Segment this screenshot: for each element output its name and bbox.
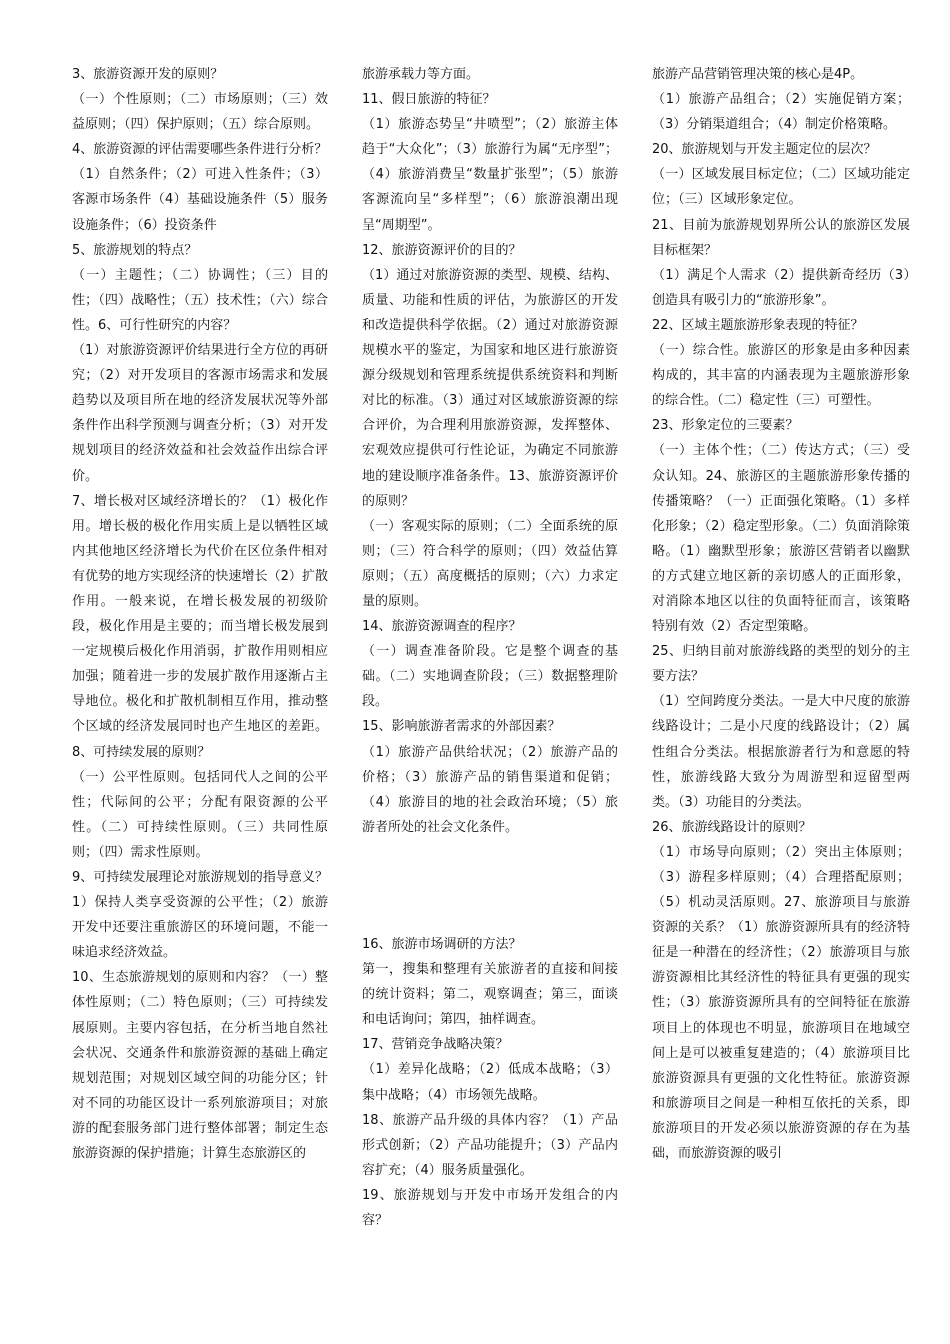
paragraph: 23、形象定位的三要素？ (652, 418, 799, 434)
paragraph: 18、旅游产品升级的具体内容？（1）产品形式创新；（2）产品功能提升；（3）产品内容扩充；（4）服务质量强化。 (362, 1112, 618, 1178)
paragraph: （1）空间跨度分类法。一是大中尺度的旅游线路设计；二是小尺度的线路设计；（2）属性组合分类法。根据旅游者行为和意愿的特性，旅游线路大致分为周游型和逗留型两类。（3）功能目的分类法。 (652, 694, 910, 810)
paragraph: （1）市场导向原则；（2）突出主体原则；（3）游程多样原则；（4）合理搭配原则；（5）机动灵活原则。27、旅游项目与旅游资源的关系？（1）旅游资源所具有的经济特征是一种潜在的经济性；（2）旅游项目与旅游资源相比其经济性的特征具有更强的现实性；（3）旅游资源所具有的空间特征在旅游项目上的体现也不明显，旅游项目在地域空间上是可以被重复建造的；（4）旅游项目比旅游资源具有更强的文化性特征。旅游资源和旅游项目之间是一种相互依托的关系，即旅游项目的开发必须以旅游资源的存在为基础，而旅游资源的吸引 (652, 844, 910, 1162)
paragraph: 17、营销竞争战略决策？ (362, 1037, 509, 1053)
paragraph: 11、假日旅游的特征？ (362, 92, 496, 108)
paragraph: 3、旅游资源开发的原则？ (72, 67, 224, 82)
paragraph: （一）综合性。旅游区的形象是由多种因素构成的，其丰富的内涵表现为主题旅游形象的综合性。（二）稳定性（三）可塑性。 (652, 343, 910, 409)
paragraph: 12、旅游资源评价的目的？ (362, 242, 522, 258)
paragraph: 21、目前为旅游规划界所公认的旅游区发展目标框架？ (652, 217, 910, 258)
text-column-right (652, 62, 910, 1166)
paragraph: 7、增长极对区域经济增长的？（1）极化作用。增长极的极化作用实质上是以牺牲区域内其他地区经济增长为代价在区位条件相对有优势的地方实现经济的快速增长（2）扩散作用。一般来说，在增长极发展的初级阶段，极化作用是主要的；而当增长极发展到一定规模后极化作用消弱，扩散作用则相应加强；随着进一步的发展扩散作用逐渐占主导地位。极化和扩散机制相互作用，推动整个区域的经济发展同时也产生地区的差距。8、可持续发展的原则？ (72, 493, 328, 760)
paragraph: （一）主体个性；（二）传达方式；（三）受众认知。24、旅游区的主题旅游形象传播的传播策略？（一）正面强化策略。（1）多样化形象；（2）稳定型形象。（二）负面消除策略。（1）幽默型形象；旅游区营销者以幽默的方式建立地区新的亲切感人的正面形象，对消除本地区以往的负面特征而言，该策略特别有效（2）否定型策略。 (652, 443, 910, 635)
paragraph: （1）差异化战略；（2）低成本战略；（3）集中战略；（4）市场领先战略。 (362, 1062, 618, 1103)
paragraph: （1）自然条件；（2）可进入性条件；（3）客源市场条件（4）基础设施条件（5）服务设施条件；（6）投资条件 (72, 167, 328, 233)
paragraph: （1）对旅游资源评价结果进行全方位的再研究；（2）对开发项目的客源市场需求和发展趋势以及项目所在地的经济发展状况等外部条件作出科学预测与调查分析；（3）对开发规划项目的经济效益和社会效益作出综合评价。 (72, 343, 328, 484)
paragraph: （一）客观实际的原则；（二）全面系统的原则；（三）符合科学的原则；（四）效益估算原则；（五）高度概括的原则；（六）力求定量的原则。 (362, 518, 618, 609)
paragraph: （一）公平性原则。包括同代人之间的公平性；代际间的公平；分配有限资源的公平性。（二）可持续性原则。（三）共同性原则；（四）需求性原则。 (72, 769, 328, 860)
paragraph: （一）区域发展目标定位；（二）区域功能定位；（三）区域形象定位。 (652, 167, 910, 208)
paragraph: 15、影响旅游者需求的外部因素？ (362, 719, 561, 735)
paragraph: （1）旅游产品组合；（2）实施促销方案；（3）分销渠道组合；（4）制定价格策略。 (652, 92, 910, 133)
paragraph: 16、旅游市场调研的方法？ (362, 937, 522, 952)
paragraph: （一）主题性；（二）协调性；（三）目的性；（四）战略性；（五）技术性；（六）综合性。6、可行性研究的内容？ (72, 267, 328, 333)
paragraph: （一）个性原则；（二）市场原则；（三）效益原则；（四）保护原则；（五）综合原则。 (72, 92, 328, 133)
paragraph: （1）满足个人需求（2）提供新奇经历（3）创造具有吸引力的“旅游形象”。 (652, 267, 910, 308)
paragraph: 4、旅游资源的评估需要哪些条件进行分析？ (72, 142, 328, 158)
paragraph: 旅游承载力等方面。 (362, 67, 480, 82)
paragraph: 26、旅游线路设计的原则？ (652, 819, 812, 835)
paragraph: 20、旅游规划与开发主题定位的层次？ (652, 142, 877, 158)
text-column-middle-top (362, 62, 618, 840)
paragraph: （1）通过对旅游资源的类型、规模、结构、质量、功能和性质的评估，为旅游区的开发和改造提供科学依据。（2）通过对旅游资源规模水平的鉴定，为国家和地区进行旅游资源分级规划和管理系统提供系统资料和判断对比的标准。（3）通过对区域旅游资源的综合评价，为合理利用旅游资源，发挥整体、宏观效应提供可行性论证，为确定不同旅游地的建设顺序准备条件。13、旅游资源评价的原则？ (362, 267, 618, 509)
paragraph: 25、归纳目前对旅游线路的类型的划分的主要方法？ (652, 644, 910, 685)
paragraph: 19、旅游规划与开发中市场开发组合的内容？ (362, 1187, 618, 1229)
paragraph: 旅游产品营销管理决策的核心是4P。 (652, 67, 864, 82)
paragraph: 10、生态旅游规划的原则和内容？（一）整体性原则；（二）特色原则；（三）可持续发展原则。主要内容包括，在分析当地自然社会状况、交通条件和旅游资源的基础上确定规划范围；对规划区域空间的功能分区；针对不同的功能区设计一系列旅游项目；对旅游的配套服务部门进行整体部署；制定生态旅游资源的保护措施；计算生态旅游区的 (72, 970, 328, 1162)
paragraph: 9、可持续发展理论对旅游规划的指导意义？1）保持人类享受资源的公平性；（2）旅游开发中还要注重旅游区的环境问题，不能一味追求经济效益。 (72, 870, 328, 961)
paragraph: （1）旅游产品供给状况；（2）旅游产品的价格；（3）旅游产品的销售渠道和促销；（4）旅游目的地的社会政治环境；（5）旅游者所处的社会文化条件。 (362, 744, 618, 835)
paragraph: 22、区域主题旅游形象表现的特征？ (652, 317, 864, 333)
paragraph: （一）调查准备阶段。它是整个调查的基础。（二）实地调查阶段；（三）数据整理阶段。 (362, 644, 618, 710)
paragraph: 14、旅游资源调查的程序？ (362, 619, 522, 635)
text-column-middle-bottom (362, 932, 618, 1233)
paragraph: 第一，搜集和整理有关旅游者的直接和间接的统计资料；第二，观察调查；第三，面谈和电话询问；第四，抽样调查。 (362, 962, 618, 1028)
text-column-left (72, 62, 328, 1166)
paragraph: （1）旅游态势呈“井喷型”；（2）旅游主体趋于“大众化”；（3）旅游行为属“无序型”；（4）旅游消费呈“数量扩张型”；（5）旅游客源流向呈“多样型”；（6）旅游浪潮出现呈“周期型”。 (362, 117, 618, 233)
paragraph: 5、旅游规划的特点？ (72, 242, 198, 258)
